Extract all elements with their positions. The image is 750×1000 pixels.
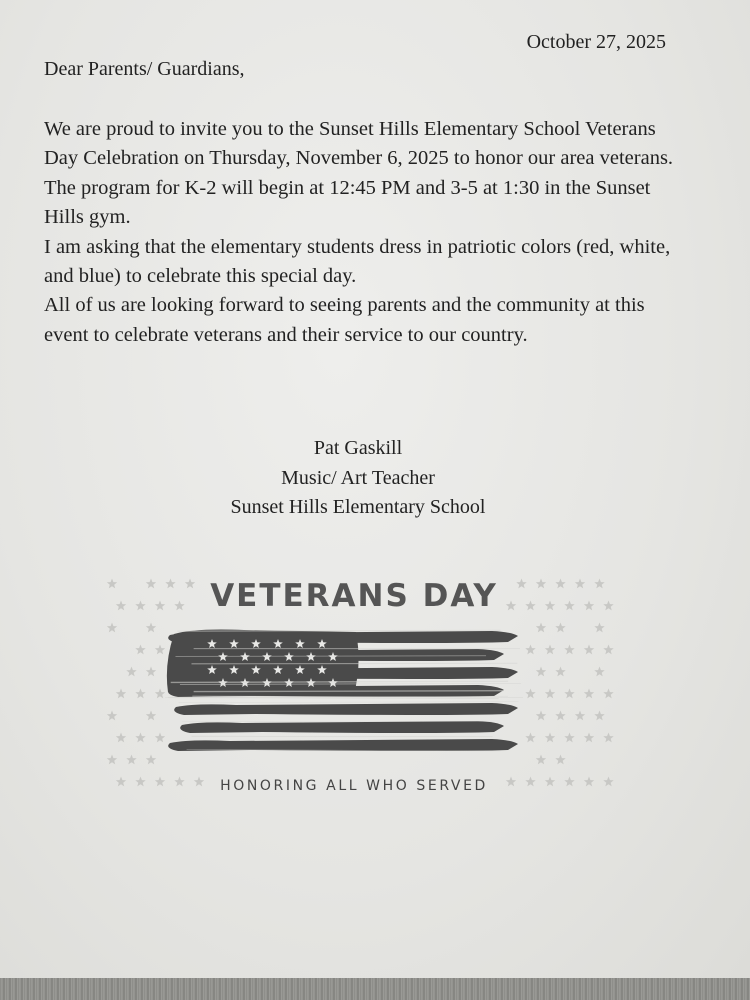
graphic-tagline: HONORING ALL WHO SERVED — [220, 778, 488, 794]
carpet-edge — [0, 978, 750, 1000]
letter-body — [44, 115, 684, 350]
paragraph-invitation: We are proud to invite you to the Sunset Hills Elementary School Veterans Day Celebration on Thursday, November 6, 2025 to honor our area veterans. — [44, 118, 674, 170]
flag-stripe — [180, 721, 504, 733]
flag-canton — [167, 630, 359, 697]
paragraph-schedule: The program for K-2 will begin at 12:45 PM and 3-5 at 1:30 in the Sunset Hills gym. — [44, 176, 651, 229]
salutation: Dear Parents/ Guardians, — [44, 58, 245, 80]
veterans-day-graphic — [104, 572, 614, 812]
flag-stripe — [174, 703, 518, 715]
flag-stripe — [168, 739, 518, 751]
graphic-title: VETERANS DAY — [210, 578, 498, 614]
signature-school: Sunset Hills Elementary School — [230, 496, 486, 518]
letter-date: October 27, 2025 — [526, 31, 666, 53]
signature-block — [0, 434, 716, 523]
signature-title: Music/ Art Teacher — [281, 466, 435, 489]
paragraph-dress-code: I am asking that the elementary students dress in patriotic colors (red, white, and blue) to celebrate this special day. — [44, 235, 671, 288]
signature-name: Pat Gaskill — [313, 437, 403, 459]
paragraph-closing: All of us are looking forward to seeing parents and the community at this event to celebrate veterans and their service to our country. — [44, 294, 645, 346]
